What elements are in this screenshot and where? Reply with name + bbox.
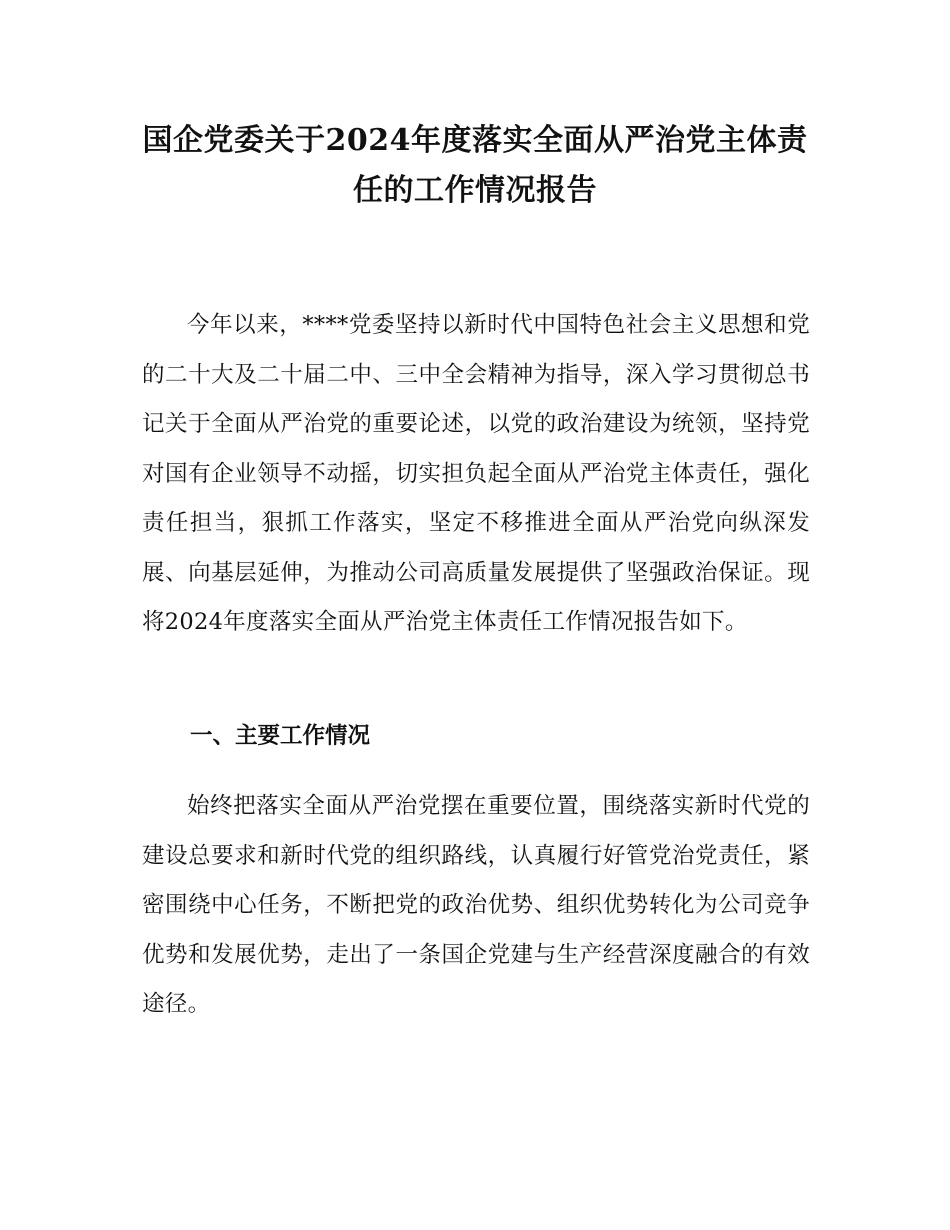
- section-paragraph: 始终把落实全面从严治党摆在重要位置，围绕落实新时代党的建设总要求和新时代党的组织路线，认真履行好管党治党责任，紧密围绕中心任务，不断把党的政治优势、组织优势转化为公司竞争优势和发展优势，走出了一条国企党建与生产经营深度融合的有效途径。: [142, 793, 810, 1017]
- section-heading: 一、主要工作情况: [190, 723, 371, 749]
- document-title: 国企党委关于2024年度落实全面从严治党主体责任的工作情况报告: [142, 123, 808, 208]
- intro-paragraph: 今年以来，****党委坚持以新时代中国特色社会主义思想和党的二十大及二十届二中、三中全会精神为指导，深入学习贯彻总书记关于全面从严治党的重要论述，以党的政治建设为统领，坚持党对国有企业领导不动摇，切实担负起全面从严治党主体责任，强化责任担当，狠抓工作落实，坚定不移推进全面从严治党向纵深发展、向基层延伸，为推动公司高质量发展提供了坚强政治保证。现将2024年度落实全面从严治党主体责任工作情况报告如下。: [142, 312, 810, 635]
